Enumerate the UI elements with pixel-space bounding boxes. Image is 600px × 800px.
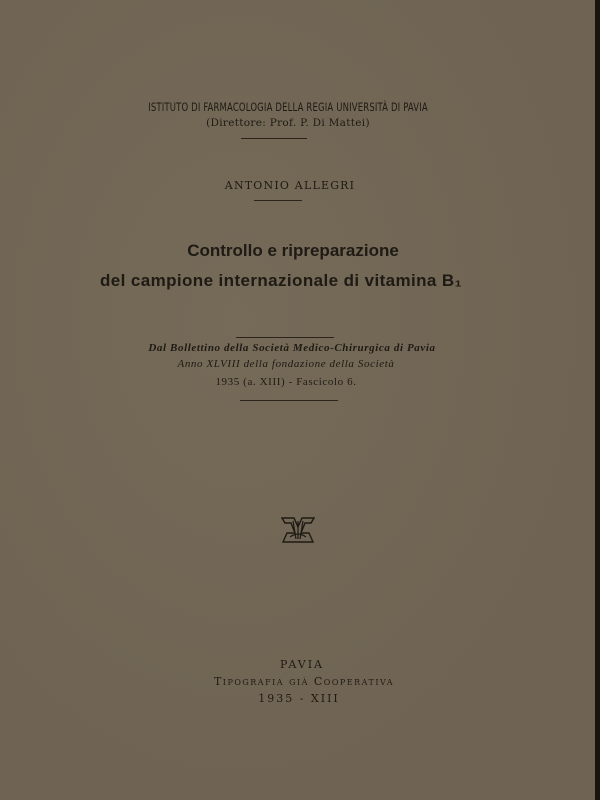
divider xyxy=(236,337,334,338)
director-line: (Direttore: Prof. P. Di Mattei) xyxy=(206,117,370,129)
divider xyxy=(240,400,338,401)
source-line-2: Anno XLVIII della fondazione della Società xyxy=(177,358,395,370)
page-edge-shadow xyxy=(595,0,600,800)
author-name: ANTONIO ALLEGRI xyxy=(224,179,356,192)
institute-heading: ISTITUTO DI FARMACOLOGIA DELLA REGIA UNIVERSITÀ DI PAVIA xyxy=(148,100,428,114)
divider xyxy=(241,138,307,139)
title-line-1: Controllo e ripreparazione xyxy=(187,241,399,260)
imprint-city: PAVIA xyxy=(279,658,325,671)
printer-mark-logo xyxy=(281,515,315,545)
source-line-1: Dal Bollettino della Società Medico-Chirurgica di Pavia xyxy=(148,342,436,354)
source-line-3: 1935 (a. XIII) - Fascicolo 6. xyxy=(215,376,357,388)
title-line-2: del campione internazionale di vitamina B₁ xyxy=(99,271,463,290)
imprint-year: 1935 - XIII xyxy=(258,692,340,705)
divider xyxy=(254,200,302,201)
imprint-printer: Tipografia già Cooperativa xyxy=(213,675,395,688)
